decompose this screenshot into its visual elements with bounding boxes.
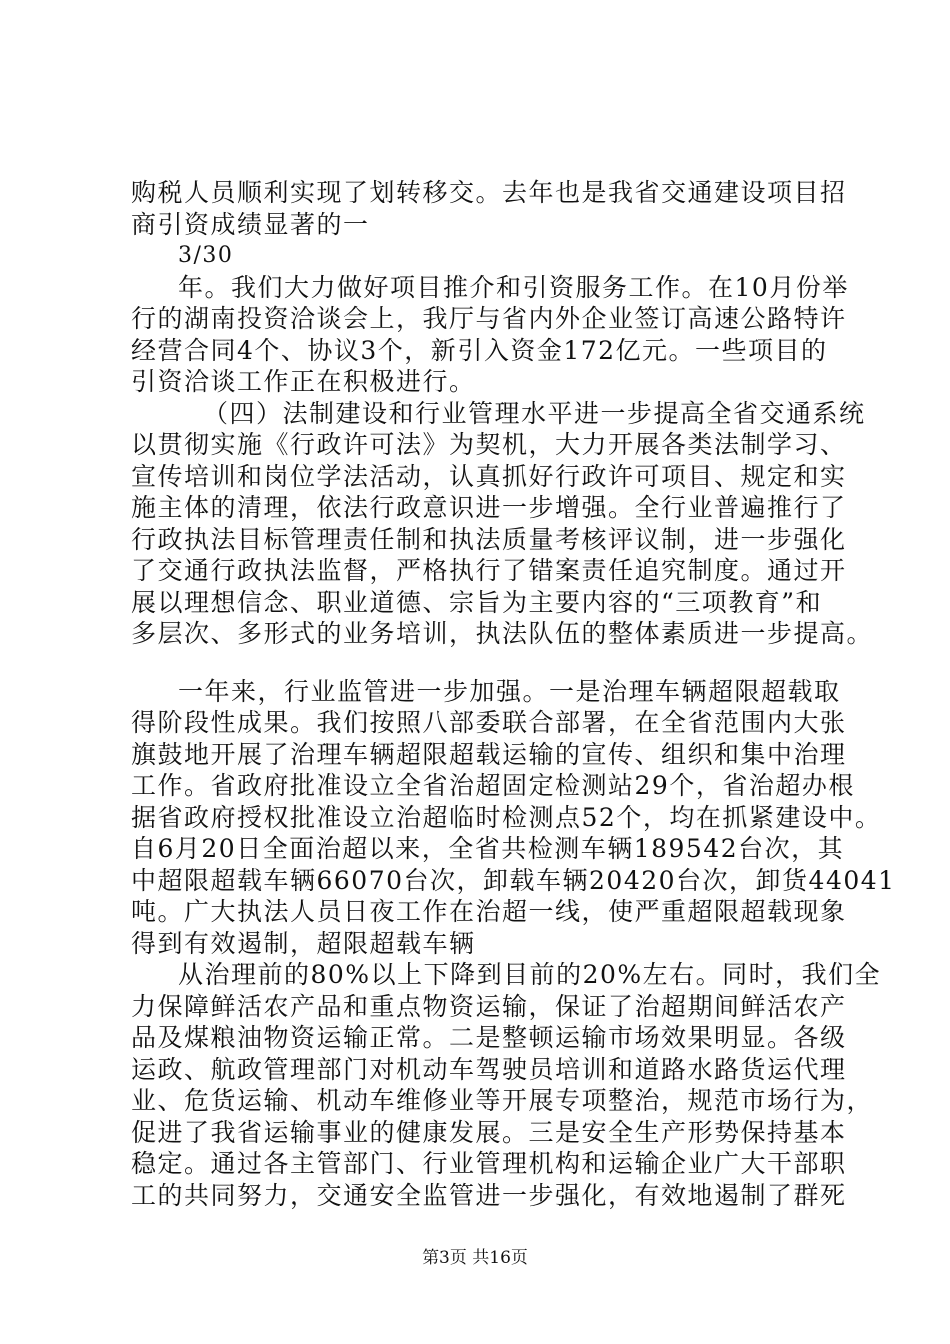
text-line: 促进了我省运输事业的健康发展。三是安全生产形势保持基本: [131, 1117, 847, 1147]
text-line: 购税人员顺利实现了划转移交。去年也是我省交通建设项目招: [131, 178, 847, 207]
text-line: 中超限超载车辆66070台次，卸载车辆20420台次，卸货44041: [131, 865, 896, 895]
text-line: 3/30: [178, 243, 234, 268]
text-line: 年。我们大力做好项目推介和引资服务工作。在10月份举: [178, 272, 849, 302]
paragraph: [131, 959, 882, 1211]
text-line: 以贯彻实施《行政许可法》为契机，大力开展各类法制学习、: [131, 430, 847, 459]
text-line: 宣传培训和岗位学法活动，认真抓好行政许可项目、规定和实: [131, 461, 847, 491]
text-line: 行政执法目标管理责任制和执法质量考核评议制，进一步强化: [131, 524, 847, 554]
text-line: 稳定。通过各主管部门、行业管理机构和运输企业广大干部职: [131, 1149, 847, 1178]
text-line: 工的共同努力，交通安全监管进一步强化，有效地遏制了群死: [131, 1180, 847, 1210]
text-line: 展以理想信念、职业道德、宗旨为主要内容的“三项教育”和: [131, 587, 823, 617]
text-line: 得到有效遏制，超限超载车辆: [131, 928, 476, 958]
text-line: 自6月20日全面治超以来，全省共检测车辆189542台次，其: [131, 834, 845, 863]
text-line: 行的湖南投资洽谈会上，我厅与省内外企业签订高速公路特许: [131, 304, 847, 333]
text-line: 施主体的清理，依法行政意识进一步增强。全行业普遍推行了: [131, 493, 847, 522]
paragraph: [131, 177, 847, 240]
text-line: 业、危货运输、机动车维修业等开展专项整治，规范市场行为，: [131, 1086, 874, 1115]
text-line: 旗鼓地开展了治理车辆超限超载运输的宣传、组织和集中治理: [131, 739, 847, 769]
text-line: 商引资成绩显著的一: [131, 209, 370, 239]
page-footer: 第3页 共16页: [422, 1248, 528, 1268]
text-line: 运政、航政管理部门对机动车驾驶员培训和道路水路货运代理: [131, 1054, 847, 1084]
text-line: 了交通行政执法监督，严格执行了错案责任追究制度。通过开: [131, 556, 847, 585]
text-line: 得阶段性成果。我们按照八部委联合部署，在全省范围内大张: [131, 708, 847, 737]
text-line: 力保障鲜活农产品和重点物资运输，保证了治超期间鲜活农产: [131, 991, 847, 1021]
text-line: 品及煤粮油物资运输正常。二是整顿运输市场效果明显。各级: [131, 1023, 847, 1052]
text-line: 经营合同4个、协议3个，新引入资金172亿元。一些项目的: [131, 335, 828, 365]
text-line: 从治理前的80%以上下降到目前的20%左右。同时，我们全: [178, 960, 882, 989]
text-line: 引资洽谈工作正在积极进行。: [131, 367, 476, 396]
inline-page-number: [131, 240, 831, 272]
paragraph: [131, 676, 896, 960]
paragraph: [131, 398, 874, 650]
text-line: 吨。广大执法人员日夜工作在治超一线，使严重超限超载现象: [131, 897, 847, 926]
text-line: 工作。省政府批准设立全省治超固定检测站29个，省治超办根: [131, 771, 855, 800]
text-line: 一年来，行业监管进一步加强。一是治理车辆超限超载取: [178, 676, 841, 706]
text-line: （四）法制建设和行业管理水平进一步提高全省交通系统: [203, 398, 866, 428]
text-line: 据省政府授权批准设立治超临时检测点52个，均在抓紧建设中。: [131, 802, 882, 832]
paragraph-gap: [131, 650, 831, 676]
document-body: [131, 177, 896, 1211]
paragraph: [131, 272, 849, 398]
text-line: 多层次、多形式的业务培训，执法队伍的整体素质进一步提高。: [131, 619, 874, 648]
